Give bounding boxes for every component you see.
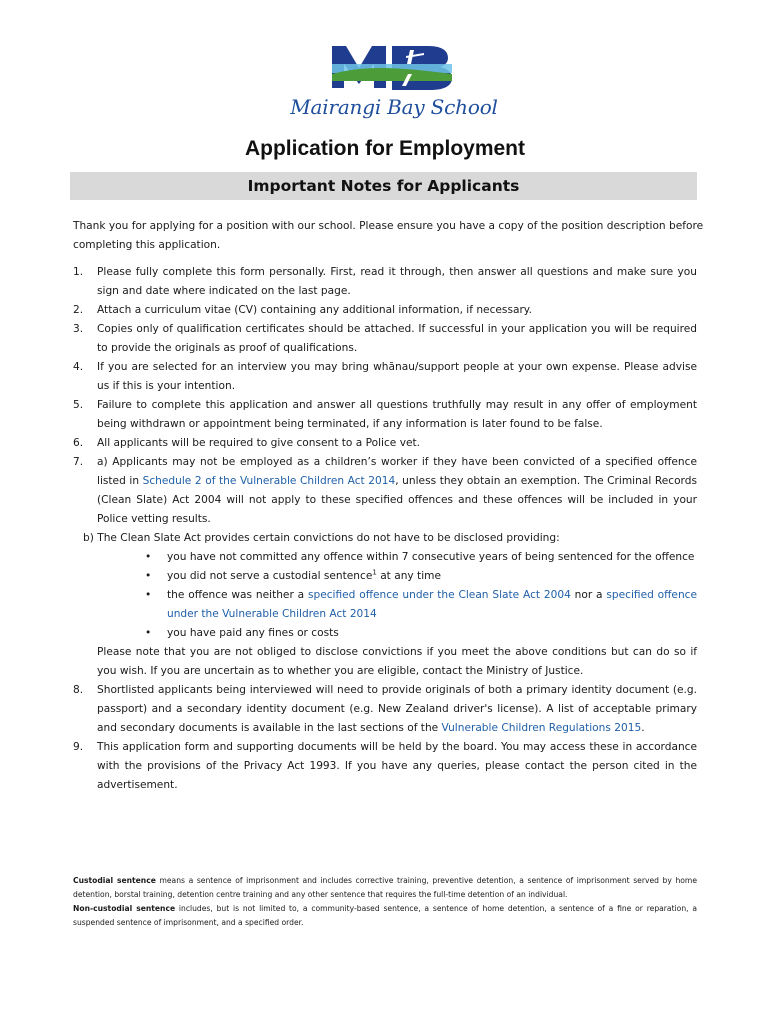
list-item-number: 1. [73, 266, 84, 278]
footnote-term-custodial: Custodial sentence [73, 876, 156, 885]
list-item-number: 4. [73, 361, 84, 373]
list-item: 8. Shortlisted applicants being interviewed will need to provide originals of both a primary identity document (e.g. passport) and a secondary identity document (e.g. New Zealand driver's license). A list of acceptable primary and secondary documents is available in the last sections of the Vulnerable Children Regulations 2015. [73, 681, 697, 738]
vulnerable-children-act-link[interactable]: specified offence under the Vulnerable Children Act 2014 [167, 589, 697, 620]
mb-logo-mark-icon [332, 44, 456, 98]
page-title: Application for Employment [244, 137, 525, 160]
list-item-number: 2. [73, 304, 84, 316]
list-item-vulnerable-children [73, 453, 697, 681]
list-item [73, 358, 697, 396]
list-item [73, 434, 697, 453]
section-heading-bar [70, 172, 697, 200]
list-item-text: Failure to complete this application and answer all questions truthfully may result in any offer of employment being withdrawn or appointment being terminated, if any information is later found to be false. [97, 399, 697, 430]
school-logo [288, 44, 500, 124]
footnote: Custodial sentence means a sentence of imprisonment and includes corrective training, preventive detention, a sentence of imprisonment served by home detention, borstal training, detention centre training and any other sentence that requires the full-time detention of an individual. Non-custodial sentence includes, but is not limited to, a community-based sentence, a sentence of home detention, a sentence of a fine or reparation, a suspended sentence of imprisonment, and a specified order. [73, 876, 698, 927]
subitem-b: b) The Clean Slate Act provides certain convictions do not have to be disclosed providing: [83, 532, 560, 544]
list-item-number: 3. [73, 323, 84, 335]
list-item-text: All applicants will be required to give consent to a Police vet. [97, 437, 421, 449]
conviction-note: Please note that you are not obliged to disclose convictions if you meet the above conditions but can do so if you wish. If you are uncertain as to whether you are eligible, contact the Ministry of Justice. [97, 646, 697, 677]
list-item-text: Copies only of qualification certificates should be attached. If successful in your application you will be required to provide the originals as proof of qualifications. [97, 323, 697, 354]
bullet-item: • you have not committed any offence within 7 consecutive years of being sentenced for the offence [143, 548, 697, 567]
subitem-a: a) Applicants may not be employed as a children’s worker if they have been convicted of a specified offence listed in Schedule 2 of the Vulnerable Children Act 2014, unless they obtain an exemption. The Criminal Records (Clean Slate) Act 2004 will not apply to these specified offences and these offences will be included in your Police vetting results. [97, 456, 697, 525]
list-item-text: Attach a curriculum vitae (CV) containing any additional information, if necessary. [97, 304, 532, 316]
clean-slate-act-link[interactable]: specified offence under the Clean Slate Act 2004 [307, 589, 571, 601]
list-item [73, 738, 697, 795]
list-item-number: 9. [73, 741, 84, 753]
list-item-number: 7. [73, 456, 84, 468]
bullet-item: • the offence was neither a specified offence under the Clean Slate Act 2004 nor a specified offence under the Vulnerable Children Act 2014 [143, 586, 697, 624]
intro-paragraph: Thank you for applying for a position with our school. Please ensure you have a copy of the position description before completing this application. [73, 220, 704, 251]
list-item-number: 6. [73, 437, 84, 449]
list-item-text: Please fully complete this form personally. First, read it through, then answer all questions and make sure you sign and date where indicated on the last page. [97, 266, 697, 297]
list-item-text: If you are selected for an interview you may bring whānau/support people at your own expense. Please advise us if this is your intention. [97, 361, 697, 392]
schedule-2-link[interactable]: Schedule 2 of the Vulnerable Children Act 2014 [142, 475, 396, 487]
list-item [73, 396, 697, 434]
list-item-text: This application form and supporting documents will be held by the board. You may access these in accordance with the provisions of the Privacy Act 1993. If you have any queries, please contact the person cited in the advertisement. [97, 741, 697, 791]
bullet-item: • you have paid any fines or costs [143, 624, 697, 643]
list-item-number: 5. [73, 399, 84, 411]
notes-list [73, 263, 697, 795]
list-item-number: 8. [73, 684, 84, 696]
list-item [73, 320, 697, 358]
list-item [73, 263, 697, 301]
footnote-term-non-custodial: Non-custodial sentence [73, 904, 176, 913]
list-item [73, 301, 697, 320]
vulnerable-children-regulations-link[interactable]: Vulnerable Children Regulations 2015 [441, 722, 642, 734]
section-heading: Important Notes for Applicants [247, 177, 520, 195]
school-name: Mairangi Bay School [290, 95, 498, 119]
bullet-item: • you did not serve a custodial sentence$^1$ at any time [143, 567, 697, 586]
clean-slate-conditions [97, 548, 697, 643]
footnote-ref: 1 [372, 568, 377, 577]
